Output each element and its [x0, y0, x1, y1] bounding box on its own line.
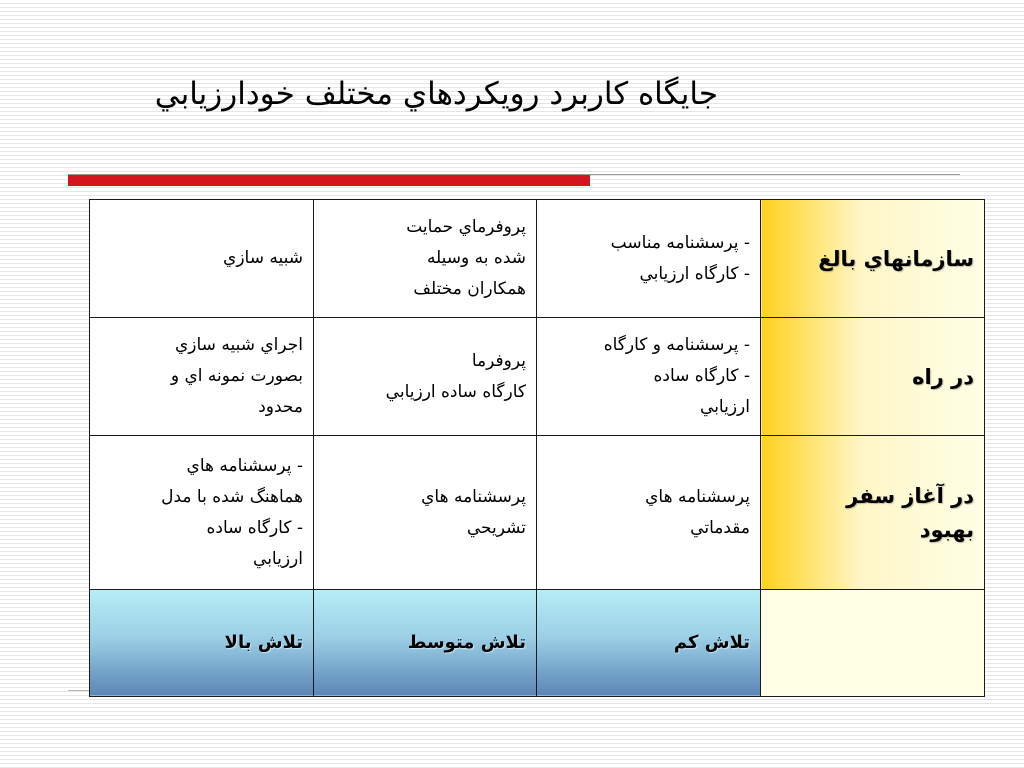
title-accent-bar: [68, 175, 590, 186]
table-cell: - پرسشنامه هاي هماهنگ شده با مدل - كارگاه ساده ارزيابي: [90, 436, 314, 589]
effort-label: تلاش بالا: [224, 632, 303, 654]
effort-label: تلاش كم: [673, 632, 750, 654]
row-header-start-of-improvement-journey: در آغاز سفر بهبود: [761, 436, 985, 589]
effort-label: تلاش متوسط: [407, 632, 526, 654]
table-cell: پرسشنامه هاي تشريحي: [314, 436, 537, 589]
empty-corner-cell: [761, 589, 985, 696]
table-cell: پروفرما كارگاه ساده ارزيابي: [314, 318, 537, 436]
table-cell: پروفرماي حمايت شده به وسيله همكاران مختلف: [314, 200, 537, 318]
table-cell: پرسشنامه هاي مقدماتي: [537, 436, 761, 589]
slide-title: جايگاه كاربرد رويكردهاي مختلف خودارزيابي: [154, 76, 718, 112]
self-assessment-approach-table: [89, 199, 985, 697]
table-row: [90, 318, 985, 436]
table-row: [90, 436, 985, 589]
table-row: [90, 200, 985, 318]
effort-level-row: [90, 589, 985, 696]
effort-level-high: [90, 589, 314, 696]
table-cell: شبيه سازي: [90, 200, 314, 318]
table-cell: - پرسشنامه مناسب - كارگاه ارزيابي: [537, 200, 761, 318]
table-cell: - پرسشنامه و كارگاه - كارگاه ساده ارزيابي: [537, 318, 761, 436]
row-header-mature-organizations: سازمانهاي بالغ: [761, 200, 985, 318]
table-cell: اجراي شبيه سازي بصورت نمونه اي و محدود: [90, 318, 314, 436]
row-header-on-the-way: در راه: [761, 318, 985, 436]
effort-level-low: [537, 589, 761, 696]
effort-level-medium: [314, 589, 537, 696]
